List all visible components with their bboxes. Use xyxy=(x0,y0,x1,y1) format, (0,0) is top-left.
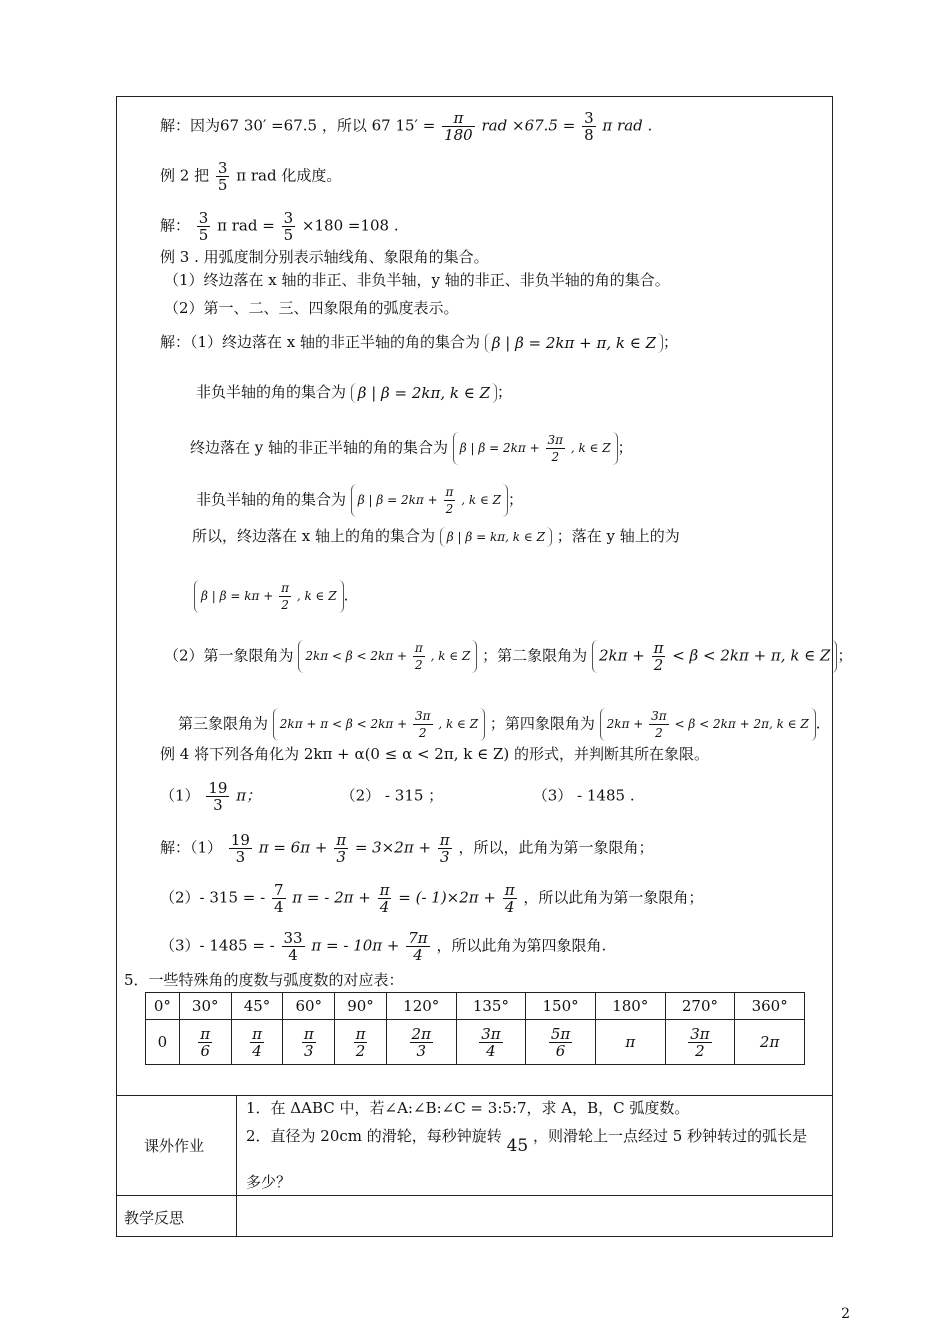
table-cell: $\frac{\pi}{6}$ xyxy=(179,1020,231,1065)
table-cell: $\frac{\pi}{2}$ xyxy=(335,1020,387,1065)
answer-4-1 xyxy=(160,832,653,865)
angle-conversion-table xyxy=(145,992,805,1065)
text: （2）- 315 = - xyxy=(160,888,266,907)
solution-3-line-5 xyxy=(192,526,680,547)
table-cell: 120° xyxy=(386,993,456,1020)
text: π rad = xyxy=(217,216,275,235)
solution-3-line-6: β | β = kπ + $\frac{\pi}{2}$ , k ∈ Z . xyxy=(194,580,348,613)
solution-line-1 xyxy=(160,110,652,143)
set-expression: β | β = 2kπ + $\frac{\pi}{2}$ , k ∈ Z xyxy=(351,484,508,517)
text: ；落在 y 轴上的为 xyxy=(556,527,680,545)
table-cell: 0 xyxy=(146,1020,180,1065)
table-cell: $\frac{\pi}{4}$ xyxy=(231,1020,283,1065)
fraction: $\frac{3}{5}$ xyxy=(217,159,228,194)
homework-question-2-end: 多少？ xyxy=(246,1173,292,1191)
fraction: $\frac{\pi}{3}$ xyxy=(439,831,450,866)
fraction: $\frac{3}{5}$ xyxy=(283,209,294,244)
table-cell: 360° xyxy=(735,993,805,1020)
solution-3-line-1: 解：（1）终边落在 x 轴的非正半轴的角的集合为 β | β = 2kπ + π, k ∈ Z ； xyxy=(160,333,679,352)
text: π = 6π + xyxy=(258,838,328,857)
answer-4-2 xyxy=(160,882,703,915)
set-expression: β | β = kπ, k ∈ Z xyxy=(440,527,552,547)
row-divider-reflection xyxy=(116,1195,833,1196)
text: 解：因为67 30′ =67.5 ，所以 67 15′ = xyxy=(160,116,436,135)
table-cell: 270° xyxy=(665,993,735,1020)
homework-question-2: 2．直径为 20cm 的滑轮，每秒钟旋转 45 ，则滑轮上一点经过 5 秒钟转过的弧长是 xyxy=(246,1127,808,1156)
text: （2） - 315 ； xyxy=(340,786,444,805)
table-cell: 0° xyxy=(146,993,180,1020)
table-cell: 60° xyxy=(283,993,335,1020)
text: 解：（1）终边落在 x 轴的非正半轴的角的集合为 xyxy=(160,333,481,351)
example-2-solution xyxy=(160,210,399,243)
table-cell: $\frac{5\pi}{6}$ xyxy=(526,1020,596,1065)
text: ；第四象限角为 xyxy=(489,714,595,733)
fraction: $\frac{\pi}{4}$ xyxy=(504,881,515,916)
set-expression: 2kπ + $\frac{\pi}{2}$ < β < 2kπ + π, k ∈ Z xyxy=(592,640,838,673)
text: ，所以此角为第一象限角； xyxy=(523,888,704,907)
solution-3-line-4: 非负半轴的角的集合为 β | β = 2kπ + $\frac{\pi}{2}$ , k ∈ Z ； xyxy=(196,485,524,516)
set-expression: β | β = 2kπ + $\frac{3\pi}{2}$ , k ∈ Z xyxy=(453,432,618,465)
page-number: 2 xyxy=(841,1306,850,1322)
set-expression: β | β = 2kπ, k ∈ Z xyxy=(351,383,497,403)
text: π = - 2π + xyxy=(292,888,371,907)
example-2 xyxy=(160,160,341,193)
text: 终边落在 y 轴的非正半轴的角的集合为 xyxy=(190,438,449,457)
set-expression: β | β = kπ + $\frac{\pi}{2}$ , k ∈ Z xyxy=(194,580,344,613)
set-expression: β | β = 2kπ + π, k ∈ Z xyxy=(485,333,663,353)
text: （3）- 1485 = - xyxy=(160,936,275,955)
homework-question-1: 1．在 ΔABC 中，若∠A:∠B:∠C = 3:5:7，求 A，B，C 弧度数。 xyxy=(246,1099,690,1117)
reflection-label: 教学反思 xyxy=(124,1209,185,1227)
text: ，所以此角为第四象限角. xyxy=(436,936,607,955)
text: rad ×67.5 = xyxy=(481,116,576,135)
fraction: $\frac{3}{8}$ xyxy=(584,109,594,144)
table-cell: $\frac{3\pi}{2}$ xyxy=(665,1020,735,1065)
table-cell: 135° xyxy=(456,993,526,1020)
answer-4-3 xyxy=(160,930,606,963)
fraction: $\frac{\pi}{180}$ xyxy=(444,109,473,144)
text: ，所以，此角为第一象限角； xyxy=(458,838,654,857)
solution-3-line-3: 终边落在 y 轴的非正半轴的角的集合为 β | β = 2kπ + $\frac{3\pi}{2}$ , k ∈ Z ； xyxy=(190,433,633,464)
text: 所以，终边落在 x 轴上的角的集合为 xyxy=(192,527,435,545)
text: π rad . xyxy=(602,116,653,135)
text: 解： xyxy=(160,216,191,235)
example-3-part-2: （2）第一、二、三、四象限角的弧度表示。 xyxy=(164,299,459,317)
homework-label: 课外作业 xyxy=(144,1137,205,1155)
table-cell: 2π xyxy=(735,1020,805,1065)
text: π rad 化成度。 xyxy=(236,166,342,185)
set-expression: 2kπ + π < β < 2kπ + $\frac{3\pi}{2}$ , k ∈ Z xyxy=(273,708,485,741)
quadrant-line-2: 第三象限角为 2kπ + π < β < 2kπ + $\frac{3\pi}{2}$ , k ∈ Z ；第四象限角为 2kπ + $\frac{3\pi}{2}$ < β < 2kπ + 2π, k ∈ Z . xyxy=(178,709,821,740)
table-cell: $\frac{3\pi}{4}$ xyxy=(456,1020,526,1065)
text: （1） xyxy=(160,786,200,805)
example-4-items xyxy=(160,780,635,813)
text: 解：（1） xyxy=(160,838,223,857)
table-cell: 90° xyxy=(335,993,387,1020)
quadrant-line-1: （2）第一象限角为 2kπ < β < 2kπ + $\frac{\pi}{2}$ , k ∈ Z ；第二象限角为 2kπ + $\frac{\pi}{2}$ < β < 2kπ + π, k ∈ Z ； xyxy=(164,639,853,674)
table-cell: 180° xyxy=(595,993,665,1020)
text: ；第二象限角为 xyxy=(482,646,588,665)
table-cell: $\frac{2\pi}{3}$ xyxy=(386,1020,456,1065)
fraction: $\frac{7\pi}{4}$ xyxy=(408,929,428,964)
table-row-degrees xyxy=(146,993,805,1020)
text: （2）第一象限角为 xyxy=(164,646,294,665)
column-divider xyxy=(236,1095,237,1237)
text: 非负半轴的角的集合为 xyxy=(196,490,347,509)
fraction: $\frac{33}{4}$ xyxy=(283,929,303,964)
text: π = - 10π + xyxy=(311,936,400,955)
example-3: 例 3 . 用弧度制分别表示轴线角、象限角的集合。 xyxy=(160,248,489,266)
row-divider-homework xyxy=(116,1095,833,1096)
fraction: $\frac{3}{5}$ xyxy=(198,209,209,244)
text: （3） - 1485 . xyxy=(532,786,635,805)
fraction: $\frac{7}{4}$ xyxy=(273,881,284,916)
text: = 3×2π + xyxy=(354,838,432,857)
fraction: $\frac{\pi}{3}$ xyxy=(336,831,347,866)
set-expression: 2kπ < β < 2kπ + $\frac{\pi}{2}$ , k ∈ Z xyxy=(298,640,477,673)
example-3-part-1: （1）终边落在 x 轴的非正、非负半轴，y 轴的非正、非负半轴的角的集合。 xyxy=(164,271,670,289)
table-cell: 150° xyxy=(526,993,596,1020)
table-cell: 30° xyxy=(179,993,231,1020)
text: 例 2 把 xyxy=(160,166,210,185)
text: π； xyxy=(236,786,262,805)
fraction: $\frac{19}{3}$ xyxy=(208,779,228,814)
section-5-heading: 5．一些特殊角的度数与弧度数的对应表： xyxy=(124,971,404,989)
fraction: $\frac{\pi}{4}$ xyxy=(379,881,390,916)
table-cell: 45° xyxy=(231,993,283,1020)
table-cell: π xyxy=(595,1020,665,1065)
table-cell: $\frac{\pi}{3}$ xyxy=(283,1020,335,1065)
fraction: $\frac{19}{3}$ xyxy=(230,831,250,866)
text: = (- 1)×2π + xyxy=(398,888,496,907)
solution-3-line-2: 非负半轴的角的集合为 β | β = 2kπ, k ∈ Z ； xyxy=(196,383,513,402)
text: 第三象限角为 xyxy=(178,714,269,733)
table-row-radians xyxy=(146,1020,805,1065)
text: ×180 =108 . xyxy=(301,216,399,235)
example-4: 例 4 将下列各角化为 2kπ + α(0 ≤ α < 2π, k ∈ Z) 的形式，并判断其所在象限。 xyxy=(160,745,710,763)
text: 非负半轴的角的集合为 xyxy=(196,383,347,401)
set-expression: 2kπ + $\frac{3\pi}{2}$ < β < 2kπ + 2π, k ∈ Z xyxy=(600,708,816,741)
